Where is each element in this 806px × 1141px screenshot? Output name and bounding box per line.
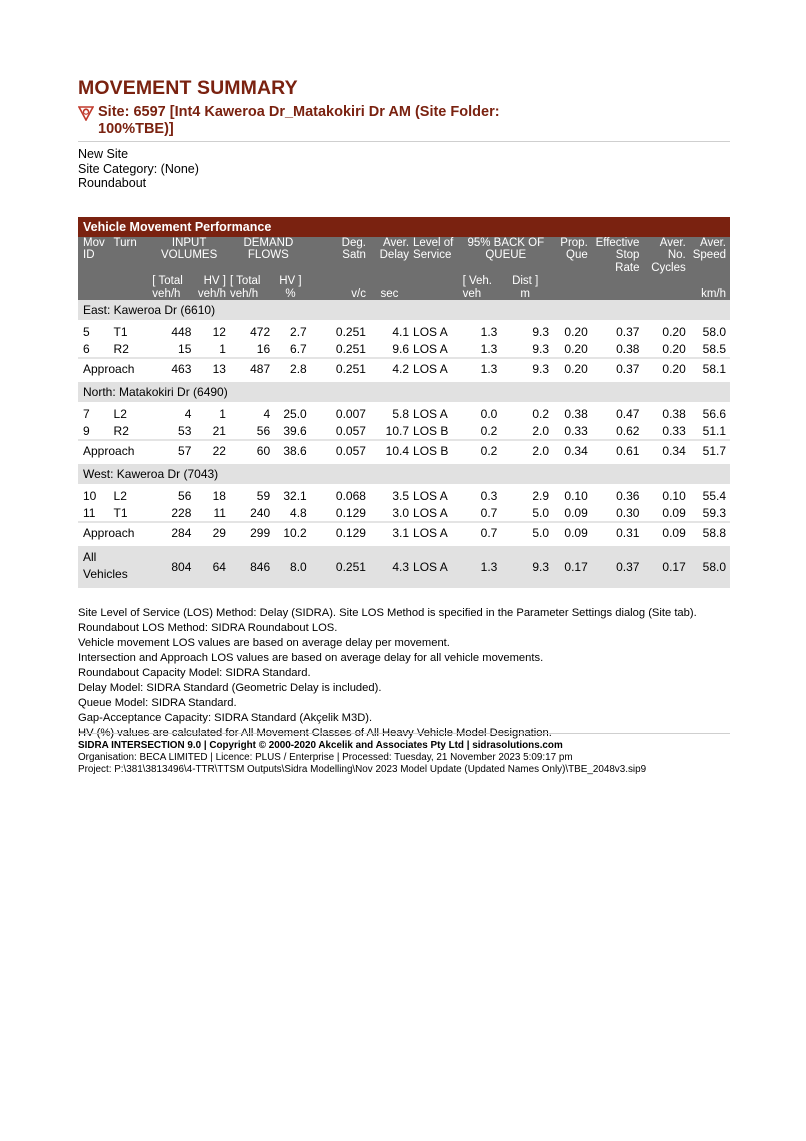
movement-cell: 0.20 — [662, 324, 686, 339]
approach-cell: LOS A — [413, 358, 463, 379]
table-band-title: Vehicle Movement Performance — [78, 217, 730, 237]
movement-cell: 0.38 — [564, 406, 588, 421]
movement-cell: 3.0 — [392, 505, 410, 520]
approach-name: West: Kaweroa Dr (7043) — [78, 464, 730, 484]
subheader-dist: Dist ] — [512, 274, 539, 287]
approach-row — [78, 358, 730, 379]
all-label: All — [83, 550, 97, 565]
approach-cell: 463 — [152, 358, 195, 379]
movement-cell: T1 — [113, 505, 128, 520]
all-vehicles-cell: LOS A — [413, 546, 463, 588]
movement-cell: 15 — [178, 341, 192, 356]
movement-cell: R2 — [113, 423, 129, 438]
approach-cell: 0.31 — [592, 522, 644, 543]
movement-cell: 0.09 — [662, 505, 686, 520]
approach-cell: 4.2 — [370, 358, 413, 379]
approach-name: East: Kaweroa Dr (6610) — [78, 300, 730, 320]
approach-name: North: Matakokiri Dr (6490) — [78, 382, 730, 402]
movement-cell: 240 — [250, 505, 271, 520]
movement-cell: 1.3 — [480, 324, 498, 339]
movement-cell: LOS A — [413, 505, 448, 520]
header-rate: Rate — [615, 262, 640, 275]
all-vehicles-cell: 4.3 — [370, 546, 413, 588]
note-line: Gap-Acceptance Capacity: SIDRA Standard (Akçelik M3D). — [78, 712, 373, 725]
approach-cell: 5.0 — [501, 522, 553, 543]
all-vehicles-cell: 9.3 — [501, 546, 553, 588]
movement-cell: 16 — [256, 341, 271, 356]
movement-cell: 3.5 — [392, 488, 410, 503]
movement-cell: 4.8 — [290, 505, 307, 520]
roundabout-triangle-icon — [78, 105, 94, 121]
approach-row — [78, 440, 730, 461]
note-line: Roundabout LOS Method: SIDRA Roundabout LOS. — [78, 622, 338, 635]
note-line: Site Level of Service (LOS) Method: Delay (SIDRA). Site LOS Method is specified in the Parameter Settings dialog (Site tab). — [78, 607, 697, 620]
unit-kmh: km/h — [701, 287, 726, 300]
all-vehicles-cell: 64 — [195, 546, 230, 588]
movement-cell: 6.7 — [290, 341, 307, 356]
approach-cell: 58.8 — [690, 522, 730, 543]
movement-cell: 55.4 — [702, 488, 726, 503]
movement-row — [78, 340, 730, 358]
movement-cell: 25.0 — [283, 406, 307, 421]
movement-cell: 9.6 — [392, 341, 410, 356]
footer-organisation: Organisation: BECA LIMITED | Licence: PLUS / Enterprise | Processed: Tuesday, 21 November 2023 5:09:17 pm — [78, 752, 573, 763]
movement-cell: LOS B — [413, 423, 449, 438]
approach-cell: 58.1 — [690, 358, 730, 379]
approach-cell: Approach — [78, 440, 152, 461]
unit-percent: % — [285, 287, 296, 300]
header-stop: Stop — [615, 249, 640, 262]
approach-cell: 0.20 — [553, 358, 592, 379]
movement-cell: 59.3 — [702, 505, 726, 520]
all-vehicles-cell: 58.0 — [690, 546, 730, 588]
movement-cell: 9 — [83, 423, 90, 438]
header-delay: Delay — [379, 249, 410, 262]
subheader-veh: [ Veh. — [462, 274, 492, 287]
movement-cell: LOS A — [413, 488, 448, 503]
all-vehicles-row — [78, 546, 730, 588]
movement-cell: 1.3 — [480, 341, 498, 356]
movement-cell: 0.33 — [662, 423, 686, 438]
approach-cell: 0.61 — [592, 440, 644, 461]
movement-cell: 0.62 — [616, 423, 640, 438]
table-header-row — [78, 237, 730, 275]
header-que: Que — [566, 249, 588, 262]
movement-cell: 0.37 — [616, 324, 640, 339]
movement-cell: R2 — [113, 341, 129, 356]
site-info — [78, 147, 730, 191]
movement-cell: T1 — [113, 324, 128, 339]
approach-cell: 0.129 — [311, 522, 370, 543]
movement-cell: 58.5 — [702, 341, 726, 356]
approach-cell: 0.09 — [643, 522, 689, 543]
approach-cell: 51.7 — [690, 440, 730, 461]
note-line: Queue Model: SIDRA Standard. — [78, 697, 237, 710]
header-speed: Speed — [692, 249, 726, 262]
movement-cell: 7 — [83, 406, 90, 421]
movement-cell: LOS A — [413, 324, 448, 339]
movement-cell: 0.068 — [335, 488, 366, 503]
approach-cell: Approach — [78, 358, 152, 379]
approach-cell: 13 — [195, 358, 230, 379]
site-heading — [78, 104, 730, 138]
approach-group-header — [78, 300, 730, 320]
approach-cell: 0.34 — [643, 440, 689, 461]
movement-cell: 4.1 — [392, 324, 410, 339]
all-vehicles-label — [78, 546, 152, 588]
movement-cell: 2.9 — [532, 488, 550, 503]
movement-cell: 6 — [83, 341, 90, 356]
movement-cell: 0.251 — [335, 341, 366, 356]
subheader-total: [ Total — [152, 274, 183, 287]
approach-cell: 2.0 — [501, 440, 553, 461]
approach-cell: 60 — [230, 440, 274, 461]
movement-cell: 0.251 — [335, 324, 366, 339]
movement-cell: 0.20 — [662, 341, 686, 356]
movement-cell: 59 — [256, 488, 271, 503]
header-flows: FLOWS — [247, 249, 289, 262]
note-line: Roundabout Capacity Model: SIDRA Standard. — [78, 667, 311, 680]
header-satn: Satn — [342, 249, 366, 262]
header-aver-cycles: Aver. — [659, 236, 686, 249]
header-id: ID — [83, 249, 95, 262]
all-vehicles-cell: 1.3 — [463, 546, 502, 588]
site-title: Site: 6597 [Int4 Kaweroa Dr_Matakokiri Dr AM (Site Folder: 100%TBE)] — [98, 104, 500, 137]
header-deg: Deg. — [341, 236, 366, 249]
movement-cell: 0.38 — [662, 406, 686, 421]
movement-cell: 448 — [171, 324, 192, 339]
movement-row — [78, 323, 730, 340]
movement-cell: 9.3 — [532, 341, 550, 356]
header-aver-speed: Aver. — [700, 236, 726, 249]
note-line: HV (%) values are calculated for All Movement Classes of All Heavy Vehicle Model Designation. — [78, 727, 552, 740]
movement-row — [78, 487, 730, 504]
header-service: Service — [413, 249, 452, 262]
movement-cell: 10 — [83, 488, 97, 503]
header-turn: Turn — [113, 236, 137, 249]
movement-cell: 0.0 — [480, 406, 498, 421]
notes-block — [78, 606, 730, 741]
movement-cell: 0.2 — [480, 423, 498, 438]
movement-cell: 4 — [263, 406, 271, 421]
approach-cell: 299 — [230, 522, 274, 543]
unit-vehh: veh/h — [229, 287, 259, 300]
page-title: MOVEMENT SUMMARY — [78, 77, 298, 99]
all-vehicles-cell: 8.0 — [274, 546, 311, 588]
movement-cell: 0.47 — [616, 406, 640, 421]
unit-vc: v/c — [351, 287, 366, 300]
movement-cell: LOS A — [413, 341, 448, 356]
movement-cell: 0.10 — [662, 488, 686, 503]
approach-cell: 0.34 — [553, 440, 592, 461]
movement-cell: 0.129 — [335, 505, 366, 520]
movement-row — [78, 504, 730, 522]
movement-cell: 9.3 — [532, 324, 550, 339]
movement-cell: 0.7 — [480, 505, 498, 520]
movement-cell: 5 — [83, 324, 90, 339]
movement-cell: 18 — [212, 488, 226, 503]
approach-cell: 1.3 — [463, 358, 502, 379]
movement-cell: 11 — [213, 505, 226, 520]
movement-cell: 58.0 — [702, 324, 726, 339]
movement-cell: 21 — [212, 423, 226, 438]
approach-cell: 2.8 — [274, 358, 311, 379]
footer-project-path: Project: P:\381\3813496\4-TTR\TTSM Outputs\Sidra Modelling\Nov 2023 Model Update (Updated Names Only)\TBE_2048v3.sip9 — [78, 764, 647, 775]
header-back-of-queue: 95% BACK OF — [467, 236, 545, 249]
header-aver: Aver. — [383, 236, 410, 249]
approach-cell: 10.2 — [274, 522, 311, 543]
movement-cell: 2.0 — [532, 423, 550, 438]
movement-cell: 0.09 — [564, 505, 588, 520]
movement-cell: 10.7 — [385, 423, 410, 438]
unit-vehh: veh/h — [197, 287, 226, 300]
header-effective: Effective — [595, 236, 640, 249]
movement-cell: 1 — [219, 406, 226, 421]
table-subheader-row — [78, 275, 730, 301]
movement-cell: 4 — [184, 406, 192, 421]
table-body — [78, 300, 730, 588]
movement-cell: 0.36 — [616, 488, 640, 503]
movement-cell: 32.1 — [283, 488, 307, 503]
movement-cell: 11 — [83, 505, 96, 520]
movement-cell: 0.30 — [616, 505, 640, 520]
movement-row — [78, 422, 730, 440]
header-mov: Mov — [83, 236, 105, 249]
movement-cell: 0.10 — [564, 488, 588, 503]
approach-cell: 57 — [152, 440, 195, 461]
movement-cell: 0.33 — [564, 423, 588, 438]
movement-cell: 0.007 — [335, 406, 366, 421]
movement-cell: 0.20 — [564, 324, 588, 339]
approach-cell: 0.20 — [643, 358, 689, 379]
header-level-of: Level of — [413, 236, 454, 249]
approach-cell: LOS A — [413, 522, 463, 543]
movement-cell: 56 — [256, 423, 271, 438]
header-input: INPUT — [171, 236, 207, 249]
movement-cell: 472 — [250, 324, 271, 339]
movement-cell: 5.0 — [532, 505, 550, 520]
movement-cell: 56 — [178, 488, 192, 503]
approach-cell: LOS B — [413, 440, 463, 461]
approach-cell: 0.09 — [553, 522, 592, 543]
header-cycles: Cycles — [651, 262, 686, 275]
site-info-line: Site Category: (None) — [78, 161, 199, 176]
unit-veh: veh — [462, 287, 482, 300]
movement-cell: 0.20 — [564, 341, 588, 356]
subheader-hv: HV ] — [203, 274, 226, 287]
movement-cell: 0.057 — [335, 423, 366, 438]
approach-cell: 487 — [230, 358, 274, 379]
approach-cell: 0.251 — [311, 358, 370, 379]
approach-cell: Approach — [78, 522, 152, 543]
movement-cell: 0.3 — [480, 488, 498, 503]
movement-cell: 2.7 — [290, 324, 307, 339]
header-prop: Prop. — [560, 236, 588, 249]
note-line: Delay Model: SIDRA Standard (Geometric Delay is included). — [78, 682, 382, 695]
approach-cell: 22 — [195, 440, 230, 461]
all-vehicles-cell: 0.17 — [553, 546, 592, 588]
approach-cell: 10.4 — [370, 440, 413, 461]
movement-cell: 1 — [219, 341, 226, 356]
movement-cell: 51.1 — [702, 423, 726, 438]
header-demand: DEMAND — [243, 236, 294, 249]
all-vehicles-cell: 0.17 — [643, 546, 689, 588]
site-info-line: Roundabout — [78, 176, 147, 190]
all-vehicles-cell: 846 — [230, 546, 274, 588]
unit-vehh: veh/h — [152, 287, 181, 300]
movement-cell: 53 — [178, 423, 192, 438]
movement-cell: 39.6 — [283, 423, 307, 438]
movement-cell: L2 — [113, 488, 127, 503]
unit-m: m — [520, 287, 530, 300]
movement-cell: 0.2 — [532, 406, 550, 421]
footer-copyright: SIDRA INTERSECTION 9.0 | Copyright © 2000-2020 Akcelik and Associates Pty Ltd | sidrasolutions.com — [78, 740, 563, 751]
movement-cell: 5.8 — [392, 406, 410, 421]
all-vehicles-cell: 0.251 — [311, 546, 370, 588]
approach-cell: 0.057 — [311, 440, 370, 461]
movement-cell: LOS A — [413, 406, 448, 421]
report-footer — [78, 733, 730, 776]
movement-performance-table — [78, 217, 730, 589]
approach-cell: 284 — [152, 522, 195, 543]
approach-row — [78, 522, 730, 543]
approach-cell: 0.7 — [463, 522, 502, 543]
vehicles-label: Vehicles — [83, 567, 128, 582]
site-info-line: New Site — [78, 147, 129, 161]
approach-cell: 29 — [195, 522, 230, 543]
movement-cell: 228 — [171, 505, 192, 520]
subheader-total: [ Total — [229, 274, 261, 287]
movement-summary-page — [78, 76, 730, 741]
movement-row — [78, 405, 730, 422]
movement-cell: L2 — [113, 406, 127, 421]
note-line: Intersection and Approach LOS values are based on average delay for all vehicle movements. — [78, 652, 544, 665]
title-divider — [78, 141, 730, 142]
approach-cell: 9.3 — [501, 358, 553, 379]
subheader-hv: HV ] — [279, 274, 302, 287]
note-line: Vehicle movement LOS values are based on average delay per movement. — [78, 637, 450, 650]
header-queue: QUEUE — [485, 249, 527, 262]
approach-group-header — [78, 382, 730, 402]
header-no: No. — [667, 249, 686, 262]
movement-cell: 56.6 — [702, 406, 726, 421]
approach-cell: 0.2 — [463, 440, 502, 461]
all-vehicles-cell: 804 — [152, 546, 195, 588]
unit-sec: sec — [380, 287, 399, 300]
approach-cell: 3.1 — [370, 522, 413, 543]
approach-cell: 0.37 — [592, 358, 644, 379]
header-volumes: VOLUMES — [161, 249, 218, 262]
movement-cell: 12 — [212, 324, 226, 339]
approach-cell: 38.6 — [274, 440, 311, 461]
all-vehicles-cell: 0.37 — [592, 546, 644, 588]
approach-group-header — [78, 464, 730, 484]
movement-cell: 0.38 — [616, 341, 640, 356]
